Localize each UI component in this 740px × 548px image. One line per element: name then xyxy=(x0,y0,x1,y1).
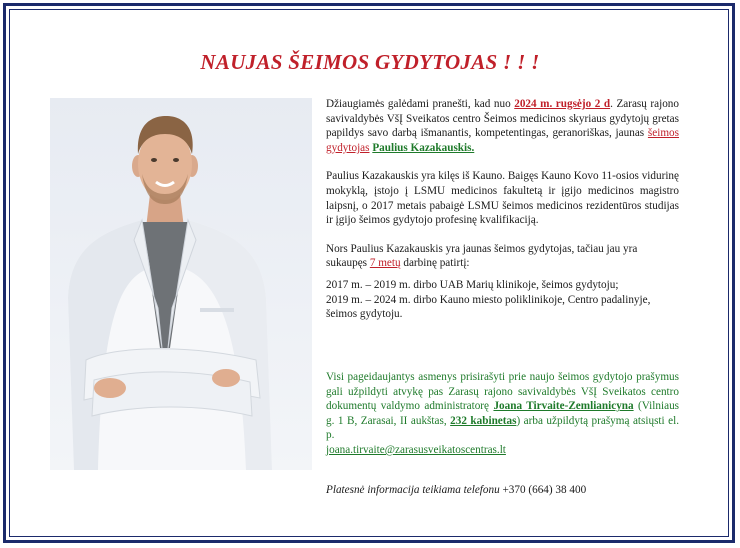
doctor-portrait-illustration xyxy=(50,98,312,470)
announcement-title: NAUJAS ŠEIMOS GYDYTOJAS ! ! ! xyxy=(200,50,540,74)
intro-text-2: . Zarasų rajono savivaldybės VšĮ Sveikatos centro Šeimos medicinos skyriaus gydytojų gretas papildys savo darbą išmanantis, kompetentingas, geranoriškas, jaunas xyxy=(326,98,679,140)
administrator-name: Joana Tirvaite-Zemlianicyna xyxy=(493,400,634,413)
contact-paragraph xyxy=(326,370,679,458)
contact-main-text xyxy=(326,370,679,443)
contact-email-link[interactable]: joana.tirvaite@zarasusveikatoscentras.lt xyxy=(326,443,506,456)
start-date: 2024 m. rugsėjo 2 d xyxy=(514,98,611,110)
doctor-photo xyxy=(50,98,312,470)
contact-text-1: Visi pageidaujantys asmenys prisirašyti prie naujo šeimos gydytojo prašymus gali užpildyti atvykę pas Zarasų rajono savivaldybės VšĮ Sveikatos centro dokumentų valdymo administratorę xyxy=(326,371,679,413)
doctor-role: šeimos gydytojas xyxy=(326,127,679,154)
bio-paragraph: Paulius Kazakauskis yra kilęs iš Kauno. Baigęs Kauno Kovo 11-osios vidurinę mokyklą, įstojo į LSMU medicinos fakultetą ir įgijo medicinos magistro laipsnį, o 2017 metais pabaigė LSMU šeimos medicinos rezidentūros studijas ir įgijo šeimos gydytojo profesinę kvalifikaciją. xyxy=(326,170,679,227)
contact-text-2: (Vilniaus g. 1 B, Zarasai, II aukštas, xyxy=(326,400,680,427)
intro-text-1: Džiaugiamės galėdami pranešti, kad nuo xyxy=(326,98,515,110)
phone-number: +370 (664) 38 400 xyxy=(502,484,587,496)
experience-text-1: Nors Paulius Kazakauskis yra jaunas šeimos gydytojas, tačiau jau yra sukaupęs xyxy=(326,242,638,270)
announcement-body xyxy=(326,97,679,336)
footer-info xyxy=(326,483,686,498)
doctor-name: Paulius Kazakauskis. xyxy=(372,141,475,154)
job-item: 2017 m. – 2019 m. dirbo UAB Marių klinikoje, šeimos gydytoju; xyxy=(326,278,619,291)
intro-paragraph xyxy=(326,97,679,155)
office-room: 232 kabinetas xyxy=(450,414,517,427)
contact-text-3: ) arba užpildytą prašymą atsiųsti el. p. xyxy=(326,414,680,442)
footer-text: Platesnė informacija teikiama telefonu xyxy=(326,484,500,496)
job-item: 2019 m. – 2024 m. dirbo Kauno miesto poliklinikoje, Centro padalinyje, šeimos gydytoju. xyxy=(326,293,651,321)
experience-years: 7 metų xyxy=(369,257,401,270)
experience-paragraph xyxy=(326,242,679,271)
experience-text-2: darbinę patirtį: xyxy=(400,257,470,270)
